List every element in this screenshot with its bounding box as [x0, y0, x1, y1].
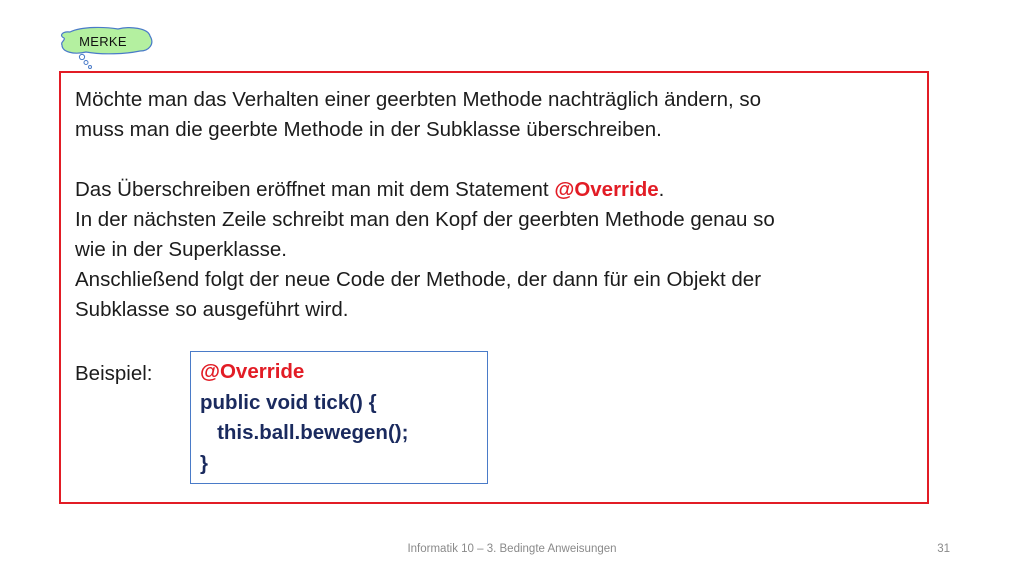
page-number: 31 — [937, 543, 950, 555]
code-line-body: this.ball.bewegen(); — [200, 421, 409, 444]
merke-label: MERKE — [79, 34, 127, 49]
intro-line-2: muss man die geerbte Methode in der Subklasse überschreiben. — [75, 118, 662, 141]
override-line-5: Subklasse so ausgeführt wird. — [75, 298, 349, 321]
code-block — [200, 357, 408, 479]
intro-paragraph — [75, 85, 915, 145]
merke-badge — [56, 24, 156, 72]
code-line-signature: public void tick() { — [200, 390, 377, 414]
override-line-1-post: . — [658, 178, 665, 201]
code-line-close: } — [200, 451, 208, 475]
override-keyword: @Override — [554, 178, 659, 201]
override-line-3: wie in der Superklasse. — [75, 238, 287, 261]
override-line-2: In der nächsten Zeile schreibt man den Kopf der geerbten Methode genau so — [75, 208, 775, 231]
intro-line-1: Möchte man das Verhalten einer geerbten Methode nachträglich ändern, so — [75, 88, 762, 111]
override-line-1-pre: Das Überschreiben eröffnet man mit dem Statement — [75, 178, 555, 201]
override-paragraph — [75, 175, 915, 325]
example-label: Beispiel: — [75, 362, 153, 385]
override-line-4: Anschließend folgt der neue Code der Methode, der dann für ein Objekt der — [75, 268, 762, 291]
footer-title: Informatik 10 – 3. Bedingte Anweisungen — [407, 543, 617, 555]
code-annotation: @Override — [200, 360, 305, 383]
